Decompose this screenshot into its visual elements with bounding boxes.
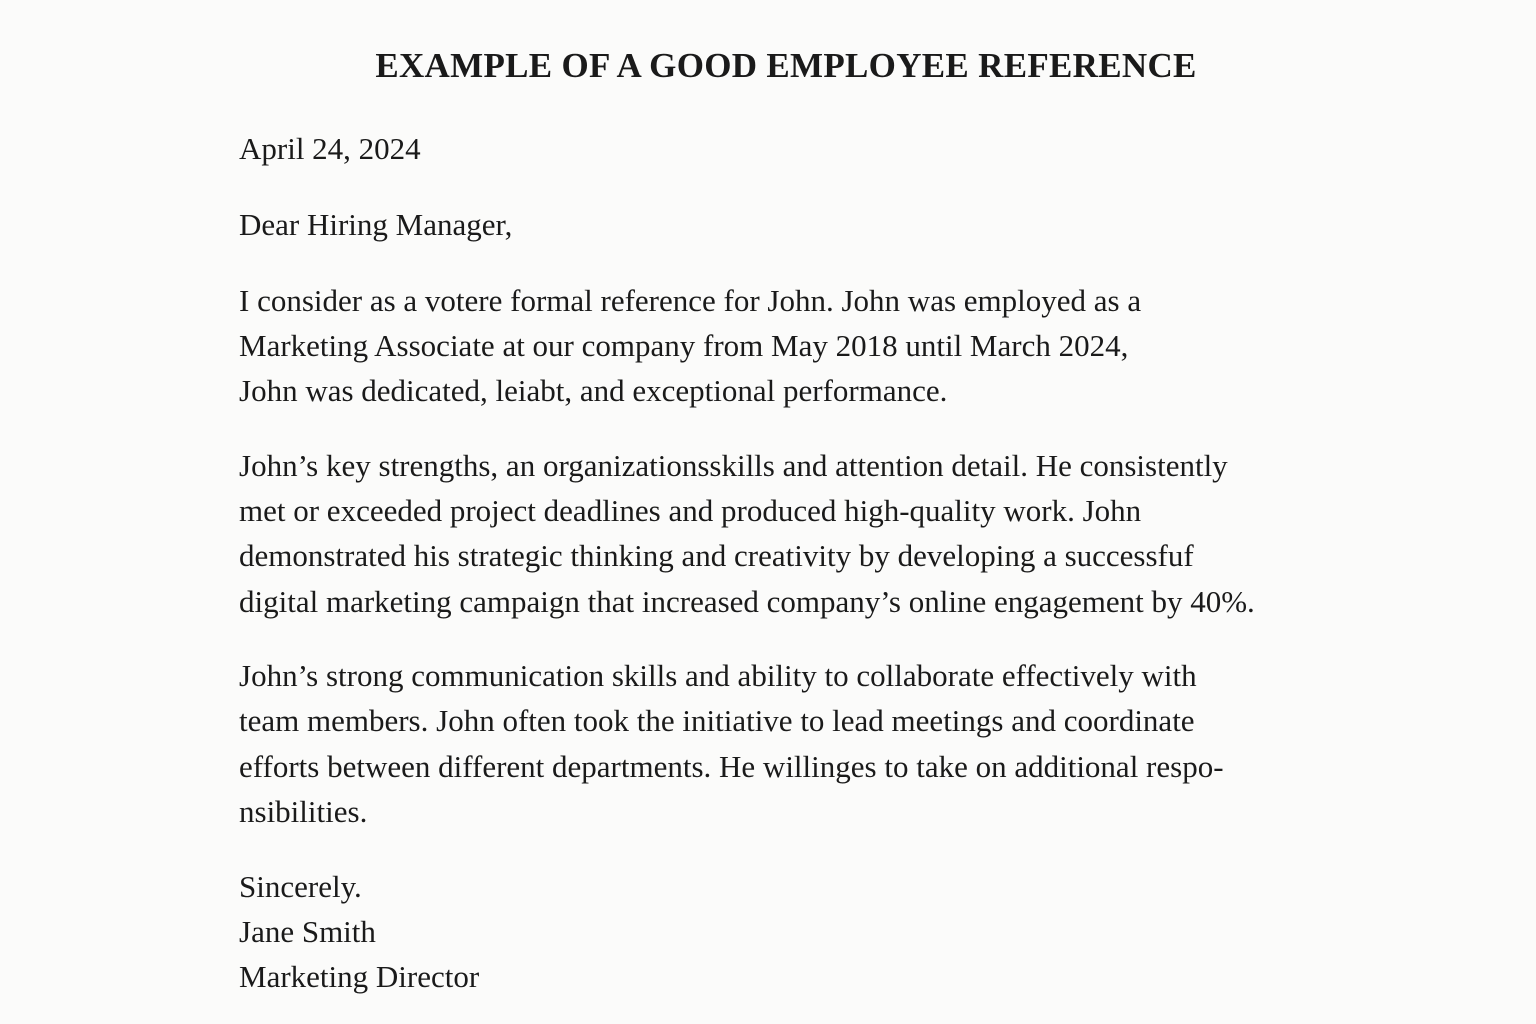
document-title: EXAMPLE OF A GOOD EMPLOYEE REFERENCE bbox=[375, 46, 1197, 85]
signer-title: Marketing Director bbox=[239, 959, 480, 994]
letter-date: April 24, 2024 bbox=[239, 131, 421, 166]
paragraph-line: John’s key strengths, an organizationsskills and attention detail. He consistently bbox=[239, 448, 1228, 483]
paragraph-line: nsibilities. bbox=[239, 794, 368, 829]
paragraph-line: John’s strong communication skills and ability to collaborate effectively with bbox=[239, 658, 1197, 693]
paragraph-line: team members. John often took the initiative to lead meetings and coordinate bbox=[239, 703, 1195, 738]
signer-name: Jane Smith bbox=[239, 914, 376, 949]
closing: Sincerely. bbox=[239, 869, 362, 904]
paragraph-line: I consider as a votere formal reference for John. John was employed as a bbox=[239, 283, 1142, 318]
paragraph-line: efforts between different departments. He willinges to take on additional respo- bbox=[239, 749, 1224, 784]
paragraph-line: Marketing Associate at our company from May 2018 until March 2024, bbox=[239, 328, 1129, 363]
paragraph-line: John was dedicated, leiabt, and exceptional performance. bbox=[239, 373, 948, 408]
salutation: Dear Hiring Manager, bbox=[239, 207, 513, 242]
paragraph-line: met or exceeded project deadlines and produced high-quality work. John bbox=[239, 493, 1142, 528]
paragraph-line: demonstrated his strategic thinking and creativity by developing a successfuf bbox=[239, 538, 1194, 573]
paragraph-line: digital marketing campaign that increased company’s online engagement by 40%. bbox=[239, 584, 1255, 619]
